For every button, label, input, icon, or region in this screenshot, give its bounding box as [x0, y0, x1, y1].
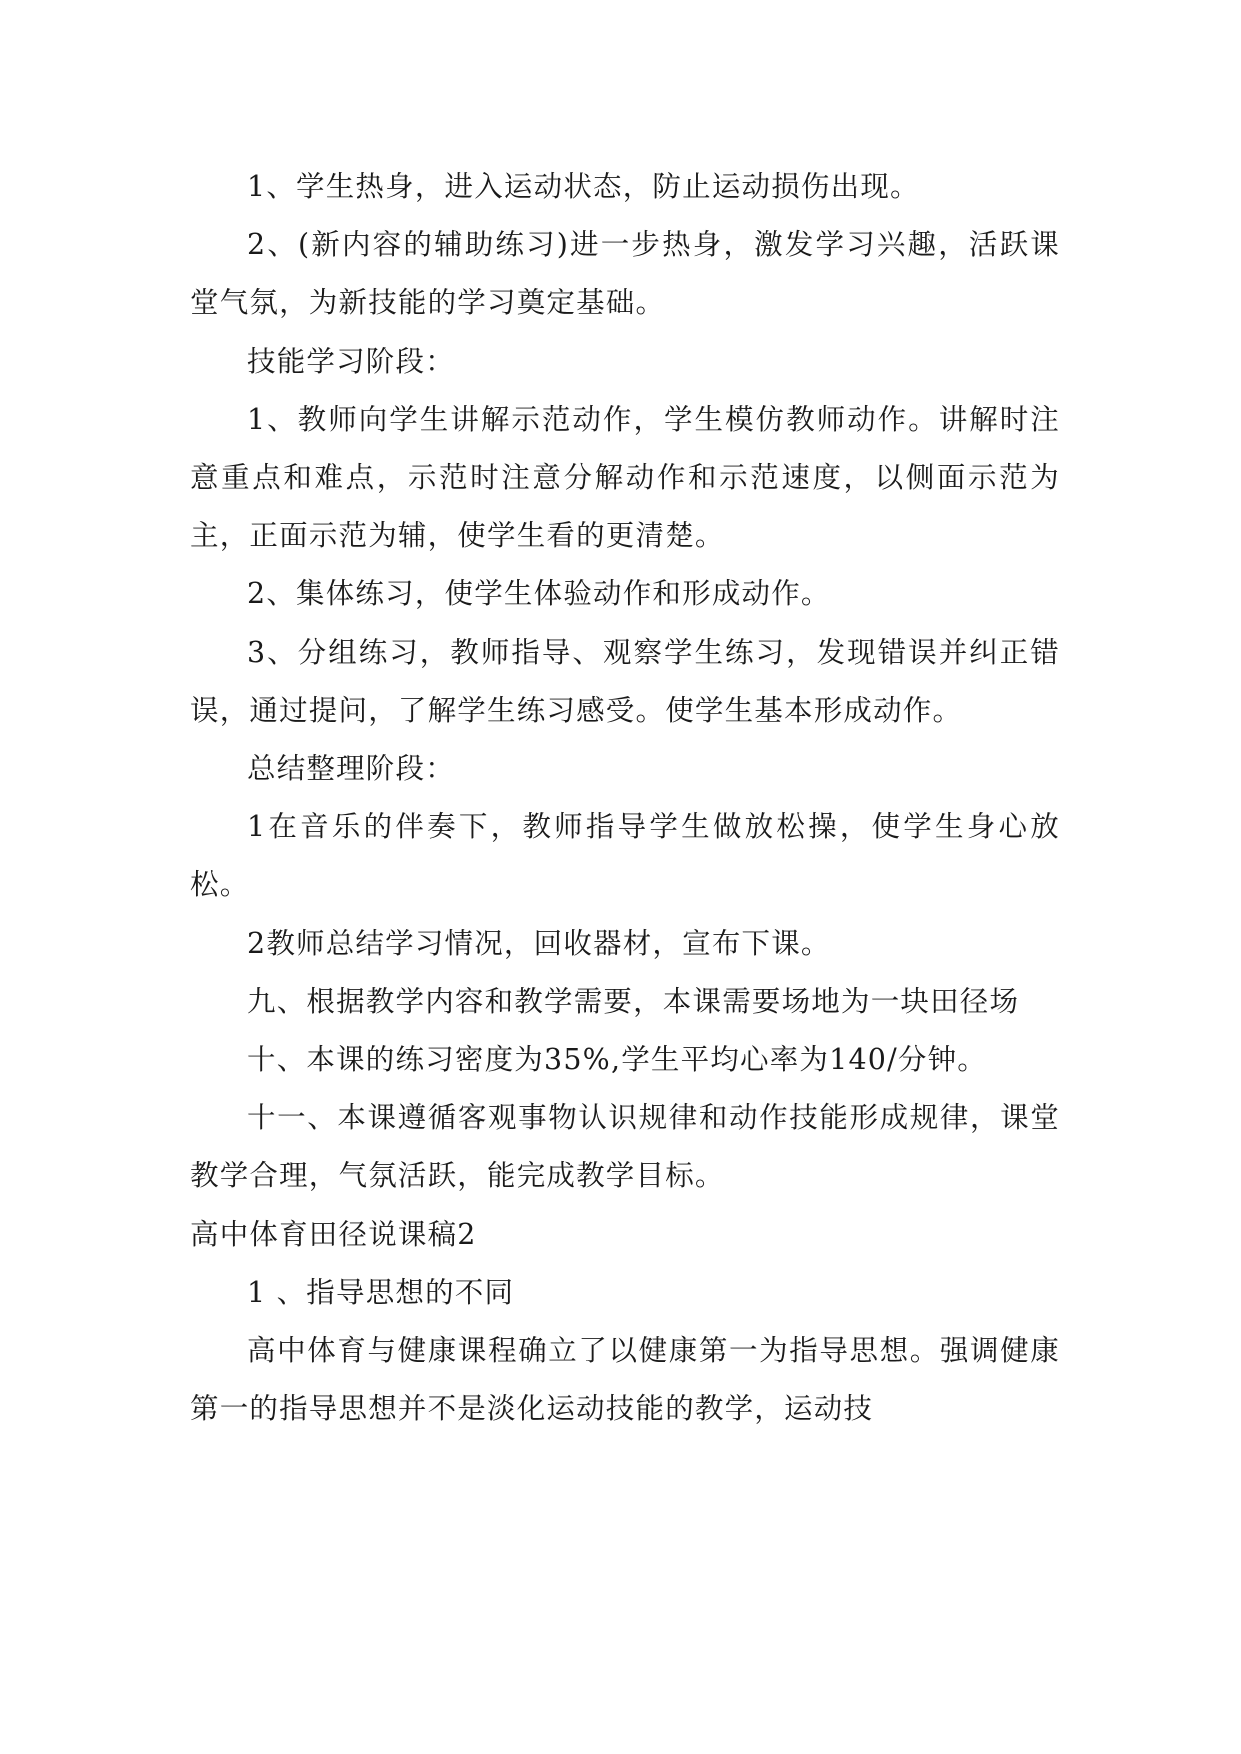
- document-body: [190, 158, 1060, 1438]
- paragraph-guiding-heading: 1 、指导思想的不同: [247, 1275, 515, 1309]
- paragraph-guiding-text: 高中体育与健康课程确立了以健康第一为指导思想。强调健康第一的指导思想并不是淡化运动技能的教学，运动技: [190, 1334, 1060, 1426]
- paragraph-summary-1: 1在音乐的伴奏下，教师指导学生做放松操，使学生身心放松。: [190, 810, 1060, 902]
- paragraph-item-11: 十一、本课遵循客观事物认识规律和动作技能形成规律，课堂教学合理，气氛活跃，能完成教学目标。: [190, 1101, 1060, 1193]
- section-heading-skill-learning: 技能学习阶段：: [247, 344, 455, 378]
- paragraph-warmup-2: 2、(新内容的辅助练习)进一步热身，激发学习兴趣，活跃课堂气氛，为新技能的学习奠定基础。: [190, 228, 1060, 320]
- paragraph-skill-1: 1、教师向学生讲解示范动作，学生模仿教师动作。讲解时注意重点和难点，示范时注意分解动作和示范速度，以侧面示范为主，正面示范为辅，使学生看的更清楚。: [190, 402, 1060, 553]
- paragraph-item-9: 九、根据教学内容和教学需要，本课需要场地为一块田径场: [247, 984, 1020, 1018]
- paragraph-summary-2: 2教师总结学习情况，回收器材，宣布下课。: [247, 926, 831, 960]
- paragraph-skill-2: 2、集体练习，使学生体验动作和形成动作。: [247, 577, 831, 611]
- paragraph-skill-3: 3、分组练习，教师指导、观察学生练习，发现错误并纠正错误，通过提问，了解学生练习感受。使学生基本形成动作。: [190, 635, 1060, 727]
- paragraph-warmup-1: 1、学生热身，进入运动状态，防止运动损伤出现。: [247, 170, 920, 203]
- paragraph-item-10: 十、本课的练习密度为35%,学生平均心率为140/分钟。: [247, 1043, 988, 1077]
- document-title-2: 高中体育田径说课稿2: [190, 1217, 477, 1251]
- section-heading-summary: 总结整理阶段：: [247, 752, 455, 786]
